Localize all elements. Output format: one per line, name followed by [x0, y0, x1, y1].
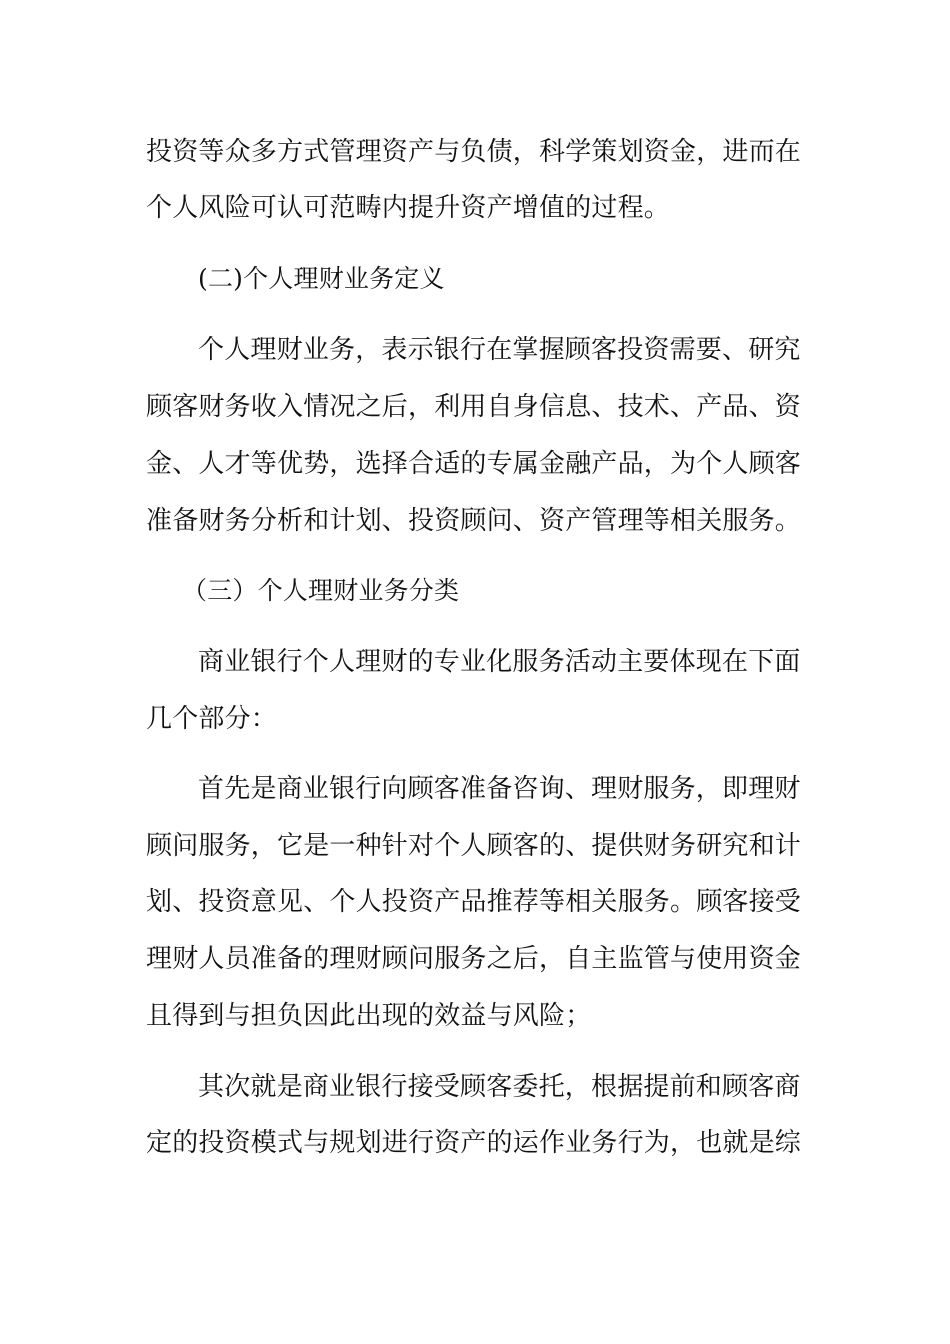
- paragraph-line: 定的投资模式与规划进行资产的运作业务行为，也就是综: [146, 1128, 802, 1158]
- paragraph-line: 首先是商业银行向顾客准备咨询、理财服务，即理财: [198, 774, 801, 804]
- paragraph-line: 顾客财务收入情况之后，利用自身信息、技术、产品、资: [146, 392, 802, 422]
- paragraph-line: 几个部分：: [146, 704, 278, 734]
- paragraph-line: 准备财务分析和计划、投资顾问、资产管理等相关服务。: [146, 506, 802, 536]
- paragraph-line: 且得到与担负因此出现的效益与风险；: [146, 1001, 592, 1031]
- paragraph-line: 个人风险可认可范畴内提升资产增值的过程。: [146, 193, 671, 223]
- paragraph-line: 划、投资意见、个人投资产品推荐等相关服务。顾客接受: [146, 887, 802, 917]
- paragraph-line: 商业银行个人理财的专业化服务活动主要体现在下面: [198, 647, 801, 677]
- section-heading-3: （三）个人理财业务分类: [182, 576, 460, 605]
- paragraph-line: 投资等众多方式管理资产与负债，科学策划资金，进而在: [146, 137, 802, 167]
- paragraph-line: 个人理财业务，表示银行在掌握顾客投资需要、研究: [198, 335, 801, 365]
- section-heading-2: (二)个人理财业务定义: [198, 264, 445, 293]
- paragraph-line: 顾问服务，它是一种针对个人顾客的、提供财务研究和计: [146, 831, 802, 861]
- paragraph-line: 其次就是商业银行接受顾客委托，根据提前和顾客商: [198, 1072, 801, 1102]
- paragraph-line: 金、人才等优势，选择合适的专属金融产品，为个人顾客: [146, 449, 802, 479]
- paragraph-line: 理财人员准备的理财顾问服务之后，自主监管与使用资金: [146, 944, 802, 974]
